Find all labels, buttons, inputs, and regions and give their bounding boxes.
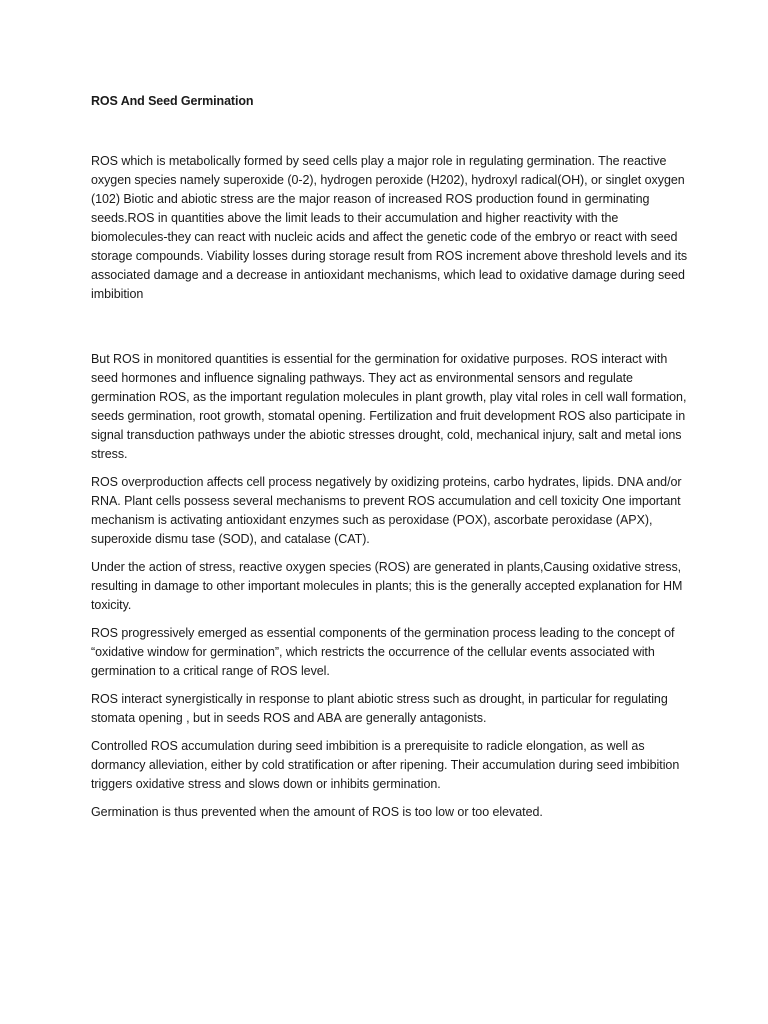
paragraph-synergistic-interaction: ROS interact synergistically in response to plant abiotic stress such as drought, in particular for regulating stomata opening , but in seeds ROS and ABA are generally antagonists.	[91, 692, 668, 725]
paragraph-ros-monitored-quantities: But ROS in monitored quantities is essential for the germination for oxidative purposes. ROS interact with seed hormones and influence signaling pathways. They act as environmental sensors and regulate germination ROS, as the important regulation molecules in plant growth, play vital roles in cell wall formation, seeds germination, root growth, stomatal opening. Fertilization and fruit development ROS also participate in signal transduction pathways under the abiotic stresses drought, cold, mechanical injury, salt and metal ions stress.	[91, 352, 687, 461]
document-body	[91, 92, 691, 822]
document-title: ROS And Seed Germination	[91, 94, 254, 108]
paragraph-ros-formation: ROS which is metabolically formed by seed cells play a major role in regulating germination. The reactive oxygen species namely superoxide (0-2), hydrogen peroxide (H202), hydroxyl radical(OH), or singlet oxygen (102) Biotic and abiotic stress are the major reason of increased ROS production found in germinating seeds.ROS in quantities above the limit leads to their accumulation and higher reactivity with the biomolecules-they can react with nucleic acids and affect the genetic code of the embryo or react with seed storage compounds. Viability losses during storage result from ROS increment above threshold levels and its associated damage and a decrease in antioxidant mechanisms, which lead to oxidative damage during seed imbibition	[91, 154, 688, 301]
paragraph-germination-prevented: Germination is thus prevented when the amount of ROS is too low or too elevated.	[91, 805, 543, 819]
paragraph-controlled-accumulation: Controlled ROS accumulation during seed imbibition is a prerequisite to radicle elongation, as well as dormancy alleviation, either by cold stratification or after ripening. Their accumulation during seed imbibition triggers oxidative stress and slows down or inhibits germination.	[91, 739, 680, 791]
paragraph-ros-overproduction: ROS overproduction affects cell process negatively by oxidizing proteins, carbo hydrates, lipids. DNA and/or RNA. Plant cells possess several mechanisms to prevent ROS accumulation and cell toxicity One important mechanism is activating antioxidant enzymes such as peroxidase (POX), ascorbate peroxidase (APX), superoxide dismu tase (SOD), and catalase (CAT).	[91, 475, 682, 546]
paragraph-stress-action: Under the action of stress, reactive oxygen species (ROS) are generated in plants,Causing oxidative stress, resulting in damage to other important molecules in plants; this is the generally accepted explanation for HM toxicity.	[91, 560, 683, 612]
paragraph-oxidative-window: ROS progressively emerged as essential components of the germination process leading to the concept of “oxidative window for germination”, which restricts the occurrence of the cellular events associated with germination to a critical range of ROS level.	[91, 626, 675, 678]
